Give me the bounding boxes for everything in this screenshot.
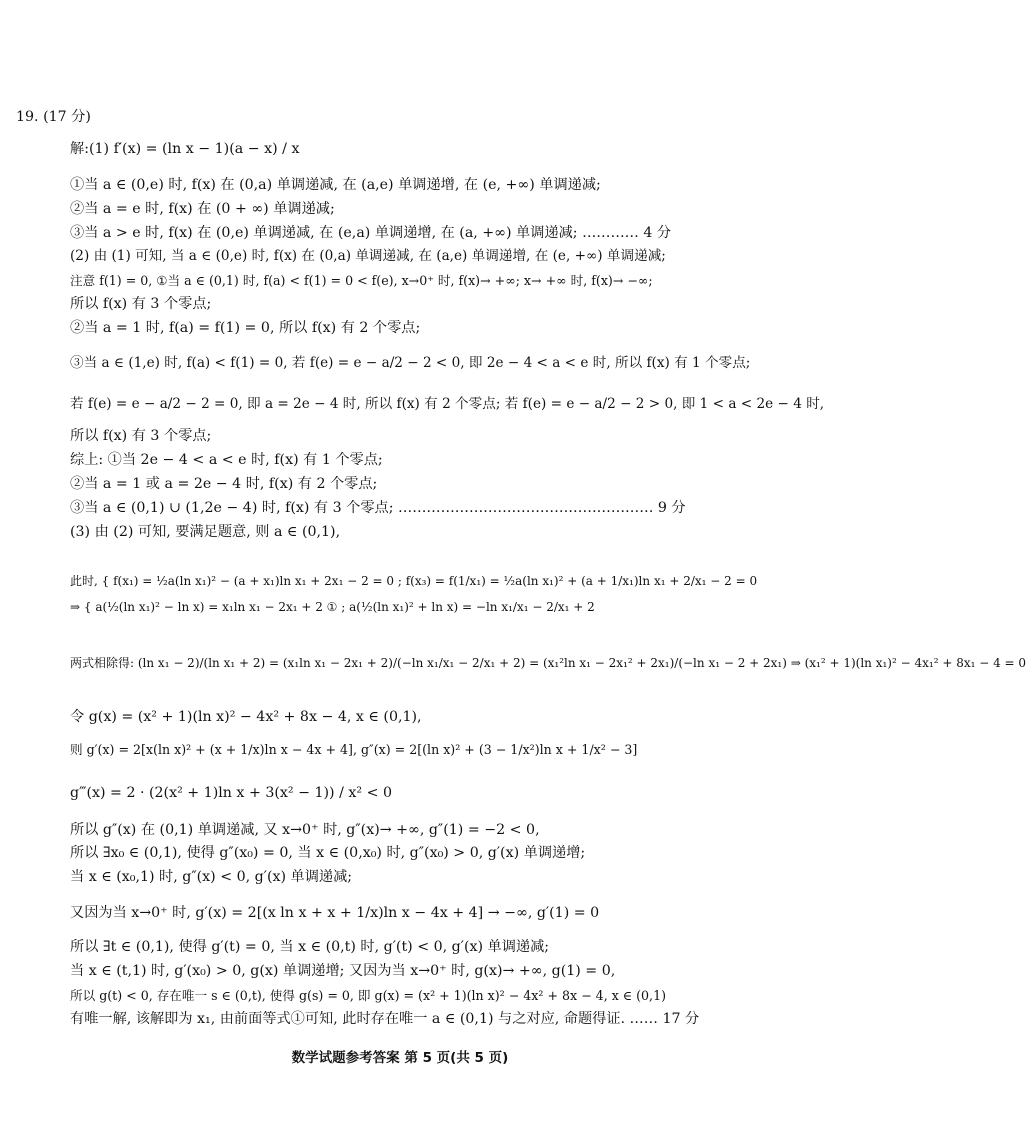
solution-line: g‴(x) = 2 · (2(x² + 1)ln x + 3(x² − 1)) / x² < 0	[70, 785, 393, 801]
solution-line: 所以 g(t) < 0, 存在唯一 s ∈ (0,t), 使得 g(s) = 0, 即 g(x) = (x² + 1)(ln x)² − 4x² + 8x − 4, x ∈ (0,1)	[70, 988, 666, 1003]
solution-line: 所以 f(x) 有 3 个零点;	[70, 296, 212, 312]
solution-line: ②当 a = 1 或 a = 2e − 4 时, f(x) 有 2 个零点;	[70, 476, 378, 492]
solution-line: 两式相除得: (ln x₁ − 2)/(ln x₁ + 2) = (x₁ln x₁ − 2x₁ + 2)/(−ln x₁/x₁ − 2/x₁ + 2) = (x₁²ln x₁ − 2x₁² + 2x₁)/(−ln x₁ − 2 + 2x₁) ⇒ (x₁² + 1)(ln x₁)² − 4x₁² + 8x₁ − 4 = 0	[70, 656, 1026, 670]
solution-line: ③当 a ∈ (1,e) 时, f(a) < f(1) = 0, 若 f(e) = e − a/2 − 2 < 0, 即 2e − 4 < a < e 时, 所以 f(x) 有 1 个零点;	[70, 355, 751, 371]
solution-line: 所以 f(x) 有 3 个零点;	[70, 428, 212, 444]
solution-line: 所以 ∃x₀ ∈ (0,1), 使得 g″(x₀) = 0, 当 x ∈ (0,x₀) 时, g″(x₀) > 0, g′(x) 单调递增;	[70, 845, 586, 861]
solution-line: 又因为当 x→0⁺ 时, g′(x) = 2[(x ln x + x + 1/x)ln x − 4x + 4] → −∞, g′(1) = 0	[70, 905, 600, 921]
solution-line: 此时, { f(x₁) = ½a(ln x₁)² − (a + x₁)ln x₁ + 2x₁ − 2 = 0 ; f(x₃) = f(1/x₁) = ½a(ln x₁)² + (a + 1/x₁)ln x₁ + 2/x₁ − 2 = 0	[70, 574, 758, 588]
solution-line: 有唯一解, 该解即为 x₁, 由前面等式①可知, 此时存在唯一 a ∈ (0,1) 与之对应, 命题得证. …… 17 分	[70, 1011, 700, 1027]
solution-line: ③当 a > e 时, f(x) 在 (0,e) 单调递减, 在 (e,a) 单调递增, 在 (a, +∞) 单调递减; ………… 4 分	[70, 225, 672, 241]
solution-line: ①当 a ∈ (0,e) 时, f(x) 在 (0,a) 单调递减, 在 (a,e) 单调递增, 在 (e, +∞) 单调递减;	[70, 177, 601, 193]
solution-line: ②当 a = 1 时, f(a) = f(1) = 0, 所以 f(x) 有 2 个零点;	[70, 320, 421, 336]
solution-line: 所以 ∃t ∈ (0,1), 使得 g′(t) = 0, 当 x ∈ (0,t) 时, g′(t) < 0, g′(x) 单调递减;	[70, 939, 550, 955]
solution-line: 综上: ①当 2e − 4 < a < e 时, f(x) 有 1 个零点;	[70, 452, 383, 468]
problem-header: 19. (17 分)	[16, 109, 91, 125]
solution-line: 则 g′(x) = 2[x(ln x)² + (x + 1/x)ln x − 4x + 4], g″(x) = 2[(ln x)² + (3 − 1/x²)ln x + 1/x² − 3]	[70, 742, 638, 757]
solution-line: 若 f(e) = e − a/2 − 2 = 0, 即 a = 2e − 4 时, 所以 f(x) 有 2 个零点; 若 f(e) = e − a/2 − 2 > 0, 即 1 < a < 2e − 4 时,	[70, 396, 825, 412]
solution-line: (3) 由 (2) 可知, 要满足题意, 则 a ∈ (0,1),	[70, 524, 341, 540]
solution-line: ②当 a = e 时, f(x) 在 (0 + ∞) 单调递减;	[70, 201, 335, 217]
solution-line: 解:(1) f′(x) = (ln x − 1)(a − x) / x	[70, 141, 300, 157]
solution-line: 当 x ∈ (x₀,1) 时, g″(x) < 0, g′(x) 单调递减;	[70, 869, 353, 885]
solution-line: 当 x ∈ (t,1) 时, g′(x₀) > 0, g(x) 单调递增; 又因为当 x→0⁺ 时, g(x)→ +∞, g(1) = 0,	[70, 963, 616, 979]
solution-line: 所以 g″(x) 在 (0,1) 单调递减, 又 x→0⁺ 时, g″(x)→ +∞, g″(1) = −2 < 0,	[70, 822, 540, 838]
solution-line: ③当 a ∈ (0,1) ∪ (1,2e − 4) 时, f(x) 有 3 个零点; ……………………………………………… 9 分	[70, 500, 686, 516]
page-footer: 数学试题参考答案 第 5 页(共 5 页)	[291, 1050, 509, 1066]
solution-line: 注意 f(1) = 0, ①当 a ∈ (0,1) 时, f(a) < f(1) = 0 < f(e), x→0⁺ 时, f(x)→ +∞; x→ +∞ 时, f(x)→ −∞;	[70, 273, 653, 288]
solution-line: 令 g(x) = (x² + 1)(ln x)² − 4x² + 8x − 4, x ∈ (0,1),	[70, 709, 422, 725]
solution-line: ⇒ { a(½(ln x₁)² − ln x) = x₁ln x₁ − 2x₁ + 2 ① ; a(½(ln x₁)² + ln x) = −ln x₁/x₁ − 2/x₁ + 2	[70, 600, 595, 614]
solution-line: (2) 由 (1) 可知, 当 a ∈ (0,e) 时, f(x) 在 (0,a) 单调递减, 在 (a,e) 单调递增, 在 (e, +∞) 单调递减;	[70, 248, 666, 264]
